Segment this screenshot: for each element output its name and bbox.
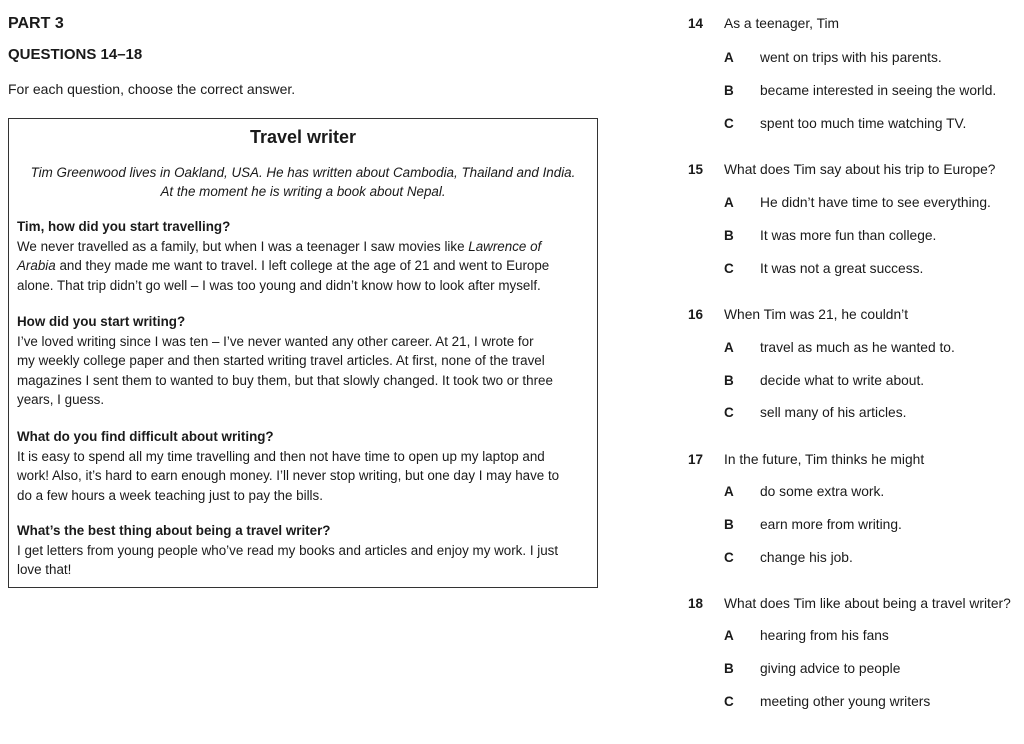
movie-title: Arabia bbox=[17, 258, 56, 273]
section-line: We never travelled as a family, but when I was a teenager I saw movies like Lawrence of bbox=[17, 238, 542, 254]
option-letter[interactable]: B bbox=[724, 373, 734, 388]
option-letter[interactable]: C bbox=[724, 261, 734, 276]
option-text[interactable]: It was not a great success. bbox=[760, 261, 924, 276]
option-letter[interactable]: C bbox=[724, 116, 734, 131]
question-number: 14 bbox=[688, 16, 704, 31]
section-line: my weekly college paper and then started writing travel articles. At first, none of the travel bbox=[17, 353, 545, 368]
section-3 bbox=[17, 427, 587, 505]
question-text: As a teenager, Tim bbox=[724, 16, 840, 31]
article-title: Travel writer bbox=[249, 127, 357, 147]
section-1 bbox=[17, 217, 587, 295]
section-question: What do you find difficult about writing? bbox=[17, 429, 274, 444]
option-letter[interactable]: A bbox=[724, 484, 734, 499]
movie-title: Lawrence of bbox=[468, 238, 542, 254]
article-box bbox=[8, 118, 598, 588]
option-text[interactable]: earn more from writing. bbox=[760, 517, 902, 532]
question-number: 16 bbox=[688, 307, 704, 322]
intro-line-1: Tim Greenwood lives in Oakland, USA. He has written about Cambodia, Thailand and India. bbox=[30, 165, 576, 180]
section-line: love that! bbox=[17, 562, 72, 577]
section-line: magazines I sent them to wanted to buy them, but that slowly changed. It took two or three bbox=[17, 372, 553, 388]
questions-range: QUESTIONS 14–18 bbox=[8, 46, 143, 63]
section-line: I get letters from young people who’ve read my books and articles and enjoy my work. I just bbox=[17, 542, 559, 558]
question-text: When Tim was 21, he couldn’t bbox=[724, 307, 909, 322]
option-text[interactable]: went on trips with his parents. bbox=[760, 50, 942, 65]
section-question: What’s the best thing about being a travel writer? bbox=[17, 523, 331, 538]
section-4 bbox=[17, 521, 587, 580]
question-number: 15 bbox=[688, 162, 704, 177]
section-line: I’ve loved writing since I was ten – I’ve never wanted any other career. At 21, I wrote for bbox=[17, 333, 534, 349]
option-text[interactable]: do some extra work. bbox=[760, 484, 885, 499]
option-text[interactable]: spent too much time watching TV. bbox=[760, 116, 967, 131]
section-line: Arabia and they made me want to travel. I left college at the age of 21 and went to Europe bbox=[17, 258, 550, 273]
option-text[interactable]: decide what to write about. bbox=[760, 373, 925, 388]
section-question: How did you start writing? bbox=[17, 314, 186, 329]
option-letter[interactable]: A bbox=[724, 50, 734, 65]
instruction-text: For each question, choose the correct answer. bbox=[8, 81, 296, 97]
option-letter[interactable]: B bbox=[724, 83, 734, 98]
question-number: 17 bbox=[688, 452, 704, 467]
intro-line-2: At the moment he is writing a book about Nepal. bbox=[160, 184, 446, 199]
part-title: PART 3 bbox=[8, 15, 64, 32]
option-text[interactable]: giving advice to people bbox=[760, 661, 901, 676]
article-intro bbox=[9, 163, 597, 201]
section-line: years, I guess. bbox=[17, 392, 105, 407]
section-line: work! Also, it’s hard to earn enough money. I’ll never stop writing, but one day I may have to bbox=[17, 468, 560, 483]
option-letter[interactable]: B bbox=[724, 661, 734, 676]
option-letter[interactable]: B bbox=[724, 228, 734, 243]
section-2 bbox=[17, 312, 587, 410]
option-letter[interactable]: C bbox=[724, 694, 734, 709]
question-number: 18 bbox=[688, 596, 704, 611]
option-letter[interactable]: C bbox=[724, 405, 734, 420]
section-line: do a few hours a week teaching just to pay the bills. bbox=[17, 487, 323, 503]
section-line: It is easy to spend all my time travelling and then not have time to open up my laptop and bbox=[17, 448, 545, 464]
option-letter[interactable]: B bbox=[724, 517, 734, 532]
option-letter[interactable]: A bbox=[724, 628, 734, 643]
section-line: alone. That trip didn’t go well – I was too young and didn’t know how to look after myself. bbox=[17, 277, 541, 293]
option-text[interactable]: change his job. bbox=[760, 550, 853, 565]
option-letter[interactable]: A bbox=[724, 195, 734, 210]
option-text[interactable]: travel as much as he wanted to. bbox=[760, 340, 955, 355]
option-text[interactable]: It was more fun than college. bbox=[760, 228, 937, 243]
option-text[interactable]: became interested in seeing the world. bbox=[760, 83, 997, 98]
section-question: Tim, how did you start travelling? bbox=[17, 219, 231, 234]
question-text: What does Tim say about his trip to Europe? bbox=[724, 162, 996, 177]
option-text[interactable]: hearing from his fans bbox=[760, 628, 889, 643]
option-text[interactable]: meeting other young writers bbox=[760, 694, 931, 709]
option-text[interactable]: He didn’t have time to see everything. bbox=[760, 195, 991, 210]
option-text[interactable]: sell many of his articles. bbox=[760, 405, 907, 420]
question-text: What does Tim like about being a travel writer? bbox=[724, 596, 1011, 611]
option-letter[interactable]: A bbox=[724, 340, 734, 355]
question-text: In the future, Tim thinks he might bbox=[724, 452, 925, 467]
option-letter[interactable]: C bbox=[724, 550, 734, 565]
